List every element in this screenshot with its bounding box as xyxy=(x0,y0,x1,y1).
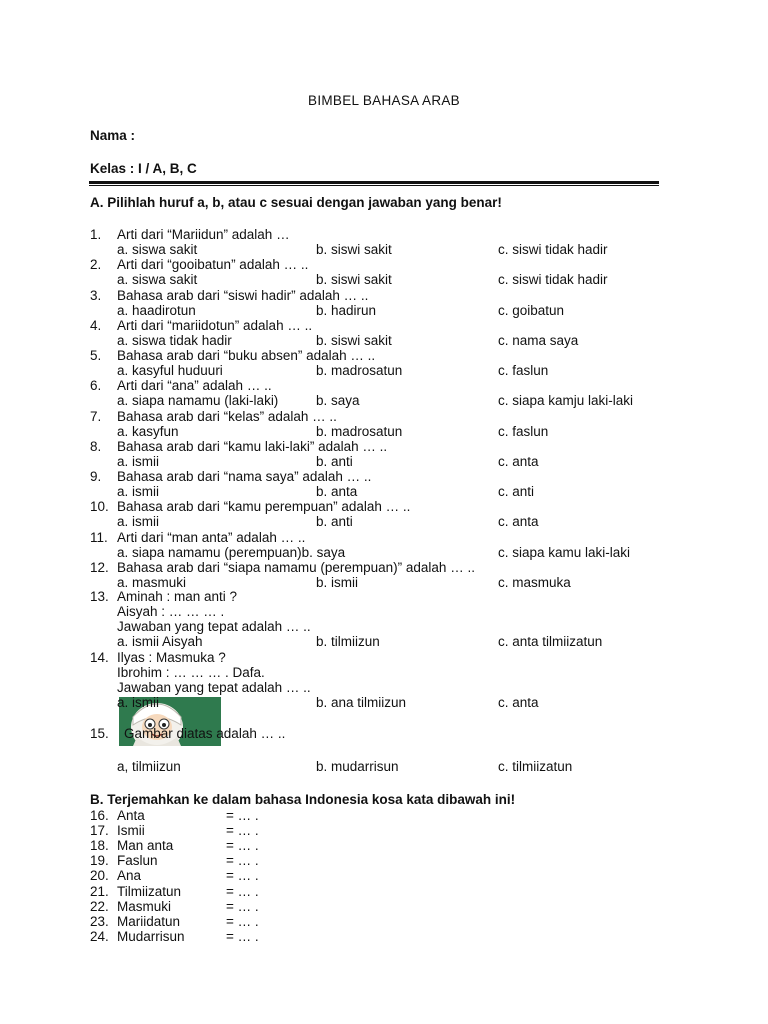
item-number: 21. xyxy=(90,884,109,899)
option-c[interactable]: c. anta xyxy=(498,514,539,529)
option-b[interactable]: b. siswi sakit xyxy=(316,333,392,348)
question-text: Bahasa arab dari “siapa namamu (perempuan)” adalah … .. xyxy=(117,560,475,575)
option-b[interactable]: b. ana tilmiizun xyxy=(316,695,407,710)
option-c[interactable]: c. anta tilmiizatun xyxy=(498,634,603,649)
question-options xyxy=(0,242,768,257)
answer-blank[interactable]: = … . xyxy=(226,884,259,899)
question-number: 8. xyxy=(90,439,102,454)
item-number: 19. xyxy=(90,853,109,868)
question-options xyxy=(0,484,768,499)
item-number: 24. xyxy=(90,929,109,944)
question-options xyxy=(0,303,768,318)
section-b-heading: B. Terjemahkan ke dalam bahasa Indonesia kosa kata dibawah ini! xyxy=(90,792,516,807)
question-number: 1. xyxy=(90,227,102,242)
translation-item xyxy=(0,899,768,914)
translation-item xyxy=(0,914,768,929)
translation-item xyxy=(0,868,768,883)
option-b[interactable]: b. anti xyxy=(316,454,353,469)
answer-blank[interactable]: = … . xyxy=(226,899,259,914)
question-item xyxy=(0,378,768,393)
option-a[interactable]: a, tilmiizun xyxy=(117,759,181,774)
question-text: Bahasa arab dari “nama saya” adalah … .. xyxy=(117,469,372,484)
question-text: Arti dari “mariidotun” adalah … .. xyxy=(117,318,313,333)
question-14-line-2 xyxy=(0,665,768,680)
vocab-term: Faslun xyxy=(117,853,158,868)
question-prompt: Jawaban yang tepat adalah … .. xyxy=(117,680,311,695)
question-number: 11. xyxy=(90,530,108,545)
question-number: 7. xyxy=(90,409,102,424)
vocab-term: Tilmiizatun xyxy=(117,884,182,899)
page-title: BIMBEL BAHASA ARAB xyxy=(308,93,460,108)
question-number: 12. xyxy=(90,560,109,575)
option-c[interactable]: c. masmuka xyxy=(498,575,571,590)
option-c[interactable]: c. nama saya xyxy=(498,333,579,348)
option-a[interactable]: a. kasyful huduuri xyxy=(117,363,223,378)
question-14-line-3 xyxy=(0,680,768,695)
question-number: 5. xyxy=(90,348,102,363)
dialog-line-1: Aminah : man anti ? xyxy=(117,589,238,604)
divider-thick xyxy=(89,181,659,184)
option-b[interactable]: b. saya xyxy=(316,393,360,408)
question-options xyxy=(0,575,768,590)
option-a[interactable]: a. siapa namamu (perempuan)b. saya xyxy=(117,545,346,560)
option-b[interactable]: b. hadirun xyxy=(316,303,377,318)
item-number: 22. xyxy=(90,899,109,914)
question-item xyxy=(0,560,768,575)
translation-item xyxy=(0,929,768,944)
class-label: Kelas : I / A, B, C xyxy=(90,161,197,176)
question-options xyxy=(0,545,768,560)
option-b[interactable]: b. siswi sakit xyxy=(316,272,392,287)
question-number: 13. xyxy=(90,589,109,604)
answer-blank[interactable]: = … . xyxy=(226,914,259,929)
dialog-line-1: Ilyas : Masmuka ? xyxy=(117,650,226,665)
question-item xyxy=(0,409,768,424)
option-c[interactable]: c. anta xyxy=(498,695,539,710)
question-text: Arti dari “gooibatun” adalah … .. xyxy=(117,257,309,272)
question-13-line-2 xyxy=(0,604,768,619)
question-options xyxy=(0,424,768,439)
option-a[interactable]: a. siapa namamu (laki-laki) xyxy=(117,393,279,408)
question-text: Bahasa arab dari “kelas” adalah … .. xyxy=(117,409,337,424)
item-number: 20. xyxy=(90,868,109,883)
option-b[interactable]: b. ismii xyxy=(316,575,359,590)
question-13-line-3 xyxy=(0,619,768,634)
question-13-options xyxy=(0,634,768,649)
answer-blank[interactable]: = … . xyxy=(226,838,259,853)
question-item xyxy=(0,257,768,272)
translation-item xyxy=(0,838,768,853)
option-a[interactable]: a. siswa sakit xyxy=(117,242,198,257)
option-a[interactable]: a. siswa sakit xyxy=(117,272,198,287)
question-item xyxy=(0,227,768,242)
answer-blank[interactable]: = … . xyxy=(226,929,259,944)
question-number: 2. xyxy=(90,257,102,272)
option-a[interactable]: a. ismii Aisyah xyxy=(117,634,203,649)
option-a[interactable]: a. ismii xyxy=(117,484,160,499)
translation-item xyxy=(0,823,768,838)
option-c[interactable]: c. siswi tidak hadir xyxy=(498,272,608,287)
question-item xyxy=(0,288,768,303)
question-text: Arti dari “man anta” adalah … .. xyxy=(117,530,306,545)
question-text: Arti dari “Mariidun” adalah … xyxy=(117,227,290,242)
option-a[interactable]: a. ismii xyxy=(117,695,160,710)
option-a[interactable]: a. masmuki xyxy=(117,575,187,590)
question-number: 10. xyxy=(90,499,109,514)
dialog-line-2: Ibrohim : … … … . Dafa. xyxy=(117,665,265,680)
question-item xyxy=(0,439,768,454)
question-number: 6. xyxy=(90,378,102,393)
question-options xyxy=(0,272,768,287)
option-c[interactable]: c. anti xyxy=(498,484,535,499)
vocab-term: Anta xyxy=(117,808,145,823)
question-prompt: Jawaban yang tepat adalah … .. xyxy=(117,619,311,634)
question-text: Bahasa arab dari “kamu laki-laki” adalah … .. xyxy=(117,439,388,454)
question-number: 15. xyxy=(90,726,109,741)
option-c[interactable]: c. siapa kamju laki-laki xyxy=(498,393,634,408)
option-b[interactable]: b. madrosatun xyxy=(316,424,403,439)
option-a[interactable]: a. kasyfun xyxy=(117,424,179,439)
question-options xyxy=(0,514,768,529)
item-number: 18. xyxy=(90,838,109,853)
vocab-term: Mudarrisun xyxy=(117,929,185,944)
option-c[interactable]: c. faslun xyxy=(498,424,549,439)
question-item xyxy=(0,318,768,333)
option-b[interactable]: b. madrosatun xyxy=(316,363,403,378)
question-13 xyxy=(0,589,768,604)
question-14-options xyxy=(0,695,768,710)
answer-blank[interactable]: = … . xyxy=(226,808,259,823)
question-15 xyxy=(0,726,768,741)
question-item xyxy=(0,530,768,545)
question-options xyxy=(0,454,768,469)
translation-item xyxy=(0,808,768,823)
question-item xyxy=(0,348,768,363)
question-options xyxy=(0,363,768,378)
question-number: 14. xyxy=(90,650,109,665)
vocab-term: Ismii xyxy=(117,823,145,838)
question-15-options xyxy=(0,759,768,774)
question-text: Bahasa arab dari “buku absen” adalah … .. xyxy=(117,348,376,363)
section-a-heading: A. Pilihlah huruf a, b, atau c sesuai dengan jawaban yang benar! xyxy=(90,195,502,210)
option-a[interactable]: a. ismii xyxy=(117,454,160,469)
question-text: Arti dari “ana” adalah … .. xyxy=(117,378,272,393)
option-c[interactable]: c. goibatun xyxy=(498,303,565,318)
question-number: 3. xyxy=(90,288,102,303)
question-14 xyxy=(0,650,768,665)
translation-item xyxy=(0,853,768,868)
item-number: 16. xyxy=(90,808,109,823)
name-label: Nama : xyxy=(90,128,136,143)
answer-blank[interactable]: = … . xyxy=(226,868,259,883)
divider-thin xyxy=(89,185,659,186)
option-c[interactable]: c. siswi tidak hadir xyxy=(498,242,608,257)
question-text: Bahasa arab dari “siswi hadir” adalah … .. xyxy=(117,288,369,303)
option-c[interactable]: c. siapa kamu laki-laki xyxy=(498,545,631,560)
option-a[interactable]: a. siswa tidak hadir xyxy=(117,333,232,348)
vocab-term: Ana xyxy=(117,868,142,883)
option-b[interactable]: b. anta xyxy=(316,484,358,499)
option-c[interactable]: c. faslun xyxy=(498,363,549,378)
item-number: 23. xyxy=(90,914,109,929)
option-b[interactable]: b. anti xyxy=(316,514,353,529)
vocab-term: Man anta xyxy=(117,838,174,853)
option-c[interactable]: c. anta xyxy=(498,454,539,469)
question-text: Bahasa arab dari “kamu perempuan” adalah … .. xyxy=(117,499,411,514)
question-number: 9. xyxy=(90,469,102,484)
vocab-term: Mariidatun xyxy=(117,914,181,929)
option-a[interactable]: a. haadirotun xyxy=(117,303,196,318)
question-options xyxy=(0,393,768,408)
answer-blank[interactable]: = … . xyxy=(226,823,259,838)
option-b[interactable]: b. mudarrisun xyxy=(316,759,399,774)
item-number: 17. xyxy=(90,823,109,838)
question-options xyxy=(0,333,768,348)
option-a[interactable]: a. ismii xyxy=(117,514,160,529)
option-c[interactable]: c. tilmiizatun xyxy=(498,759,573,774)
vocab-term: Masmuki xyxy=(117,899,172,914)
dialog-line-2: Aisyah : … … … . xyxy=(117,604,225,619)
question-item xyxy=(0,469,768,484)
answer-blank[interactable]: = … . xyxy=(226,853,259,868)
question-item xyxy=(0,499,768,514)
option-b[interactable]: b. siswi sakit xyxy=(316,242,392,257)
translation-item xyxy=(0,884,768,899)
option-b[interactable]: b. tilmiizun xyxy=(316,634,380,649)
question-number: 4. xyxy=(90,318,102,333)
question-text: Gambar diatas adalah … .. xyxy=(124,726,286,741)
